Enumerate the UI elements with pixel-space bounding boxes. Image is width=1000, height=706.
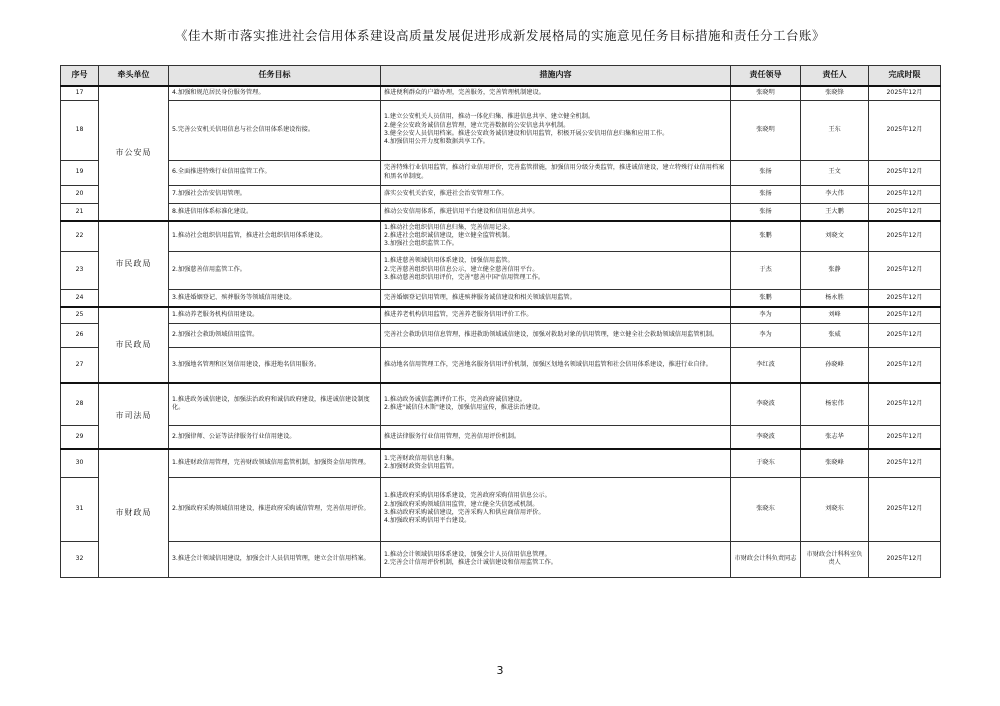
responsible-leader: 张扬 [731,185,801,203]
responsible-person: 王大鹏 [801,203,869,221]
table-header-row [61,66,941,87]
row-number: 17 [61,86,99,100]
responsible-person: 张静 [801,251,869,289]
lead-unit: 市司法局 [99,383,169,449]
responsible-leader: 李红波 [731,347,801,383]
table-row [61,383,941,425]
table-row [61,425,941,449]
header-task: 任务目标 [169,66,381,87]
table-row [61,323,941,347]
responsible-person: 张晓峰 [801,449,869,477]
row-number: 19 [61,160,99,185]
measure-content: 1.推进政府采购信用体系建设，完善政府采购信用信息公示。 2.加强政府采购领域信用监管，建立健全失信惩戒机制。 3.推动政府采购诚信建设，完善采购人和供应商信用评价。 4.加强政府采购信用平台建设。 [381,477,731,541]
responsible-leader: 张扬 [731,203,801,221]
responsible-leader: 李晓波 [731,425,801,449]
measure-content: 完善社会救助信用信息管理，推进救助领域诚信建设，加强对救助对象的信用管理，建立健全社会救助领域信用监管机制。 [381,323,731,347]
table-row [61,100,941,160]
responsible-person: 刘晓东 [801,477,869,541]
measure-content: 1.推动社会组织信用信息归集，完善信用记录。 2.推进社会组织诚信建设，建立健全监管机制。 3.加强社会组织监管工作。 [381,221,731,251]
table-row [61,449,941,477]
row-number: 21 [61,203,99,221]
task-goal: 3.推进会计领域信用建设，加强会计人员信用管理，建立会计信用档案。 [169,541,381,577]
table-row [61,185,941,203]
table-row [61,86,941,100]
responsible-leader: 李为 [731,323,801,347]
deadline: 2025年12月 [869,251,941,289]
table-row [61,221,941,251]
measure-content: 1.完善财政信用信息归集。 2.加强财政资金信用监管。 [381,449,731,477]
task-goal: 2.加强政府采购领域信用建设，推进政府采购诚信管理，完善信用评价。 [169,477,381,541]
responsible-leader: 李为 [731,307,801,323]
measure-content: 完善特殊行业信用监管，推动行业信用评价，完善监管措施，加强信用分级分类监管，推进诚信建设，建立特殊行业信用档案和黑名单制度。 [381,160,731,185]
responsible-leader: 张鹏 [731,221,801,251]
responsible-person: 市财政会计科科室负责人 [801,541,869,577]
lead-unit: 市民政局 [99,307,169,383]
row-number: 29 [61,425,99,449]
row-number: 26 [61,323,99,347]
task-goal: 2.加强社会救助领域信用监管。 [169,323,381,347]
row-number: 28 [61,383,99,425]
deadline: 2025年12月 [869,289,941,307]
responsible-person: 王文 [801,160,869,185]
responsible-leader: 于晓东 [731,449,801,477]
lead-unit: 市民政局 [99,221,169,307]
header-measure: 措施内容 [381,66,731,87]
task-goal: 7.加强社会治安信用管理。 [169,185,381,203]
deadline: 2025年12月 [869,185,941,203]
table-row [61,289,941,307]
responsible-leader: 张扬 [731,160,801,185]
task-goal: 1.推进政务诚信建设，加强法治政府和诚信政府建设，推进诚信建设制度化。 [169,383,381,425]
responsible-leader: 李晓波 [731,383,801,425]
responsible-leader: 市财政会计科负责同志 [731,541,801,577]
responsible-leader: 张晓明 [731,86,801,100]
task-goal: 1.推动养老服务机构信用建设。 [169,307,381,323]
task-goal: 1.推进财政信用管理，完善财政领域信用监管机制，加强资金信用管理。 [169,449,381,477]
row-number: 23 [61,251,99,289]
deadline: 2025年12月 [869,541,941,577]
responsible-person: 张志华 [801,425,869,449]
row-number: 31 [61,477,99,541]
responsible-person: 孙晓峰 [801,347,869,383]
deadline: 2025年12月 [869,383,941,425]
task-goal: 2.加强慈善信用监管工作。 [169,251,381,289]
row-number: 30 [61,449,99,477]
responsible-person: 杨宏伟 [801,383,869,425]
measure-content: 推进法律服务行业信用管理，完善信用评价机制。 [381,425,731,449]
row-number: 22 [61,221,99,251]
page-number: 3 [496,664,504,677]
responsible-leader: 张晓东 [731,477,801,541]
responsible-person: 李大伟 [801,185,869,203]
responsible-person: 杨永胜 [801,289,869,307]
responsible-person: 张威 [801,323,869,347]
row-number: 18 [61,100,99,160]
measure-content: 落实公安机关治安，推进社会治安管理工作。 [381,185,731,203]
deadline: 2025年12月 [869,100,941,160]
row-number: 24 [61,289,99,307]
table-row [61,307,941,323]
table-row [61,251,941,289]
table-row [61,203,941,221]
task-goal: 3.推进婚姻登记、殡葬服务等领域信用建设。 [169,289,381,307]
row-number: 25 [61,307,99,323]
deadline: 2025年12月 [869,347,941,383]
table-row [61,477,941,541]
task-goal: 3.加强地名管理和区划信用建设，推进地名信用服务。 [169,347,381,383]
deadline: 2025年12月 [869,477,941,541]
header-no: 序号 [61,66,99,87]
responsible-leader: 于杰 [731,251,801,289]
measure-content: 1.推动会计领域信用体系建设，加强会计人员信用信息管理。 2.完善会计信用评价机制，推进会计诚信建设和信用监管工作。 [381,541,731,577]
task-goal: 1.推动社会组织信用监管，推进社会组织信用体系建设。 [169,221,381,251]
deadline: 2025年12月 [869,425,941,449]
table-row [61,541,941,577]
task-goal: 2.加强律师、公证等法律服务行业信用建设。 [169,425,381,449]
deadline: 2025年12月 [869,449,941,477]
task-goal: 8.推进信用体系标准化建设。 [169,203,381,221]
deadline: 2025年12月 [869,203,941,221]
row-number: 32 [61,541,99,577]
header-leader: 责任领导 [731,66,801,87]
header-person: 责任人 [801,66,869,87]
header-deadline: 完成时限 [869,66,941,87]
deadline: 2025年12月 [869,307,941,323]
measure-content: 1.建立公安机关人员信用，推动一体化归集、推进信息共享、建立健全机制。 2.健全公安政务诚信信息管理，建立完善数据的公安信息共享机制。 3.健全公安人员信用档案。推进公安政务诚信建设和信用监管，积极开展公安信用信息归集和应用工作。 4.加强信用公开力度和数据共享工作。 [381,100,731,160]
responsible-leader: 张鹏 [731,289,801,307]
task-goal: 6.全面推进特殊行业信用监管工作。 [169,160,381,185]
deadline: 2025年12月 [869,323,941,347]
measure-content: 推进便利群众的户籍办理，完善服务，完善管理机制建设。 [381,86,731,100]
page-title: 《佳木斯市落实推进社会信用体系建设高质量发展促进形成新发展格局的实施意见任务目标措施和责任分工台账》 [174,28,825,43]
measure-content: 推动地名信用管理工作，完善地名服务信用评价机制，加强区划地名领域信用监管和社会信用体系建设，推进行业自律。 [381,347,731,383]
deadline: 2025年12月 [869,221,941,251]
measure-content: 推进养老机构信用监管，完善养老服务信用评价工作。 [381,307,731,323]
deadline: 2025年12月 [869,86,941,100]
measure-content: 1.推进慈善领域信用体系建设，加强信用监管。 2.完善慈善组织信用信息公示，建立健全慈善信用平台。 3.推动慈善组织信用评价，完善"慈善中国"信用管理工作。 [381,251,731,289]
responsible-person: 刘晓文 [801,221,869,251]
row-number: 20 [61,185,99,203]
measure-content: 1.推动政务诚信监测评价工作，完善政府诚信建设。 2.推进"诚信佳木斯"建设，加强信用宣传，推进法治建设。 [381,383,731,425]
measure-content: 完善婚姻登记信用管理，推进殡葬服务诚信建设和相关领域信用监管。 [381,289,731,307]
lead-unit: 市财政局 [99,449,169,577]
lead-unit: 市公安局 [99,86,169,221]
table-row [61,160,941,185]
task-goal: 4.加强和规范居民身份服务管理。 [169,86,381,100]
responsible-person: 刘峰 [801,307,869,323]
table-row [61,347,941,383]
responsible-person: 王东 [801,100,869,160]
task-ledger-table [60,65,941,578]
responsible-person: 张晓锋 [801,86,869,100]
header-unit: 牵头单位 [99,66,169,87]
deadline: 2025年12月 [869,160,941,185]
task-goal: 5.完善公安机关信用信息与社会信用体系建设衔接。 [169,100,381,160]
responsible-leader: 张晓明 [731,100,801,160]
measure-content: 推动公安信用体系，推进信用平台建设和信用信息共享。 [381,203,731,221]
row-number: 27 [61,347,99,383]
